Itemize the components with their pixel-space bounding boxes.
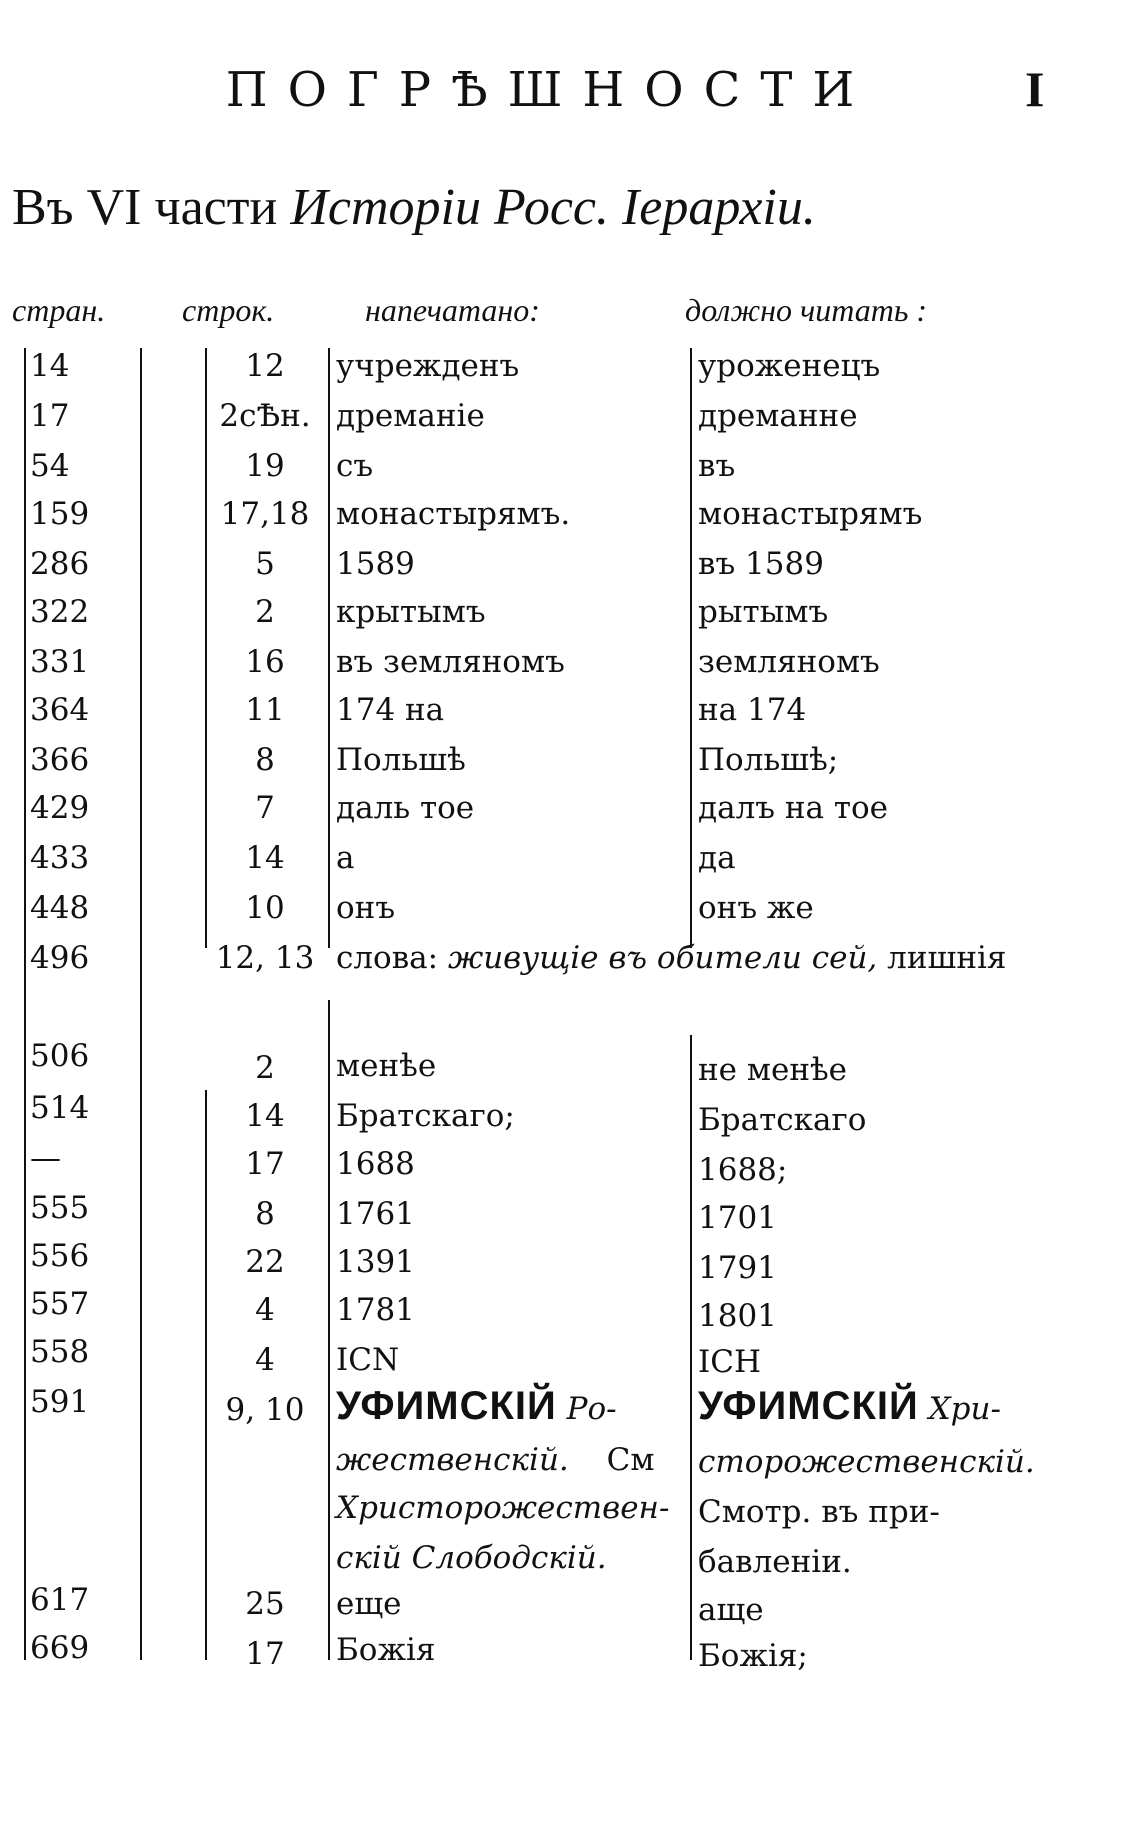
row-printed-italic: Ро- [566,1391,617,1427]
row-page: 448 [30,890,90,926]
row-read: бавленiи. [698,1544,852,1580]
col-header-page: стран. [12,292,106,328]
row-printed: еще [336,1586,402,1622]
rule-page [140,348,142,1660]
row-page: 669 [30,1630,90,1666]
row-printed-group [336,1384,617,1429]
row-read-italic: сторожественскiй. [698,1444,1035,1480]
row-read: Божiя; [698,1638,808,1674]
rule-left [24,348,26,1660]
col-header-read: должно читать : [685,292,928,328]
row-printed: ICN [336,1342,400,1378]
rule-read-b [690,1035,692,1660]
row-read: 1791 [698,1250,777,1286]
row-printed: а [336,840,355,876]
row-read: въ 1589 [698,546,824,582]
row-printed: 174 на [336,692,445,728]
row-read: лишнiя [887,940,1007,976]
row-line: 2 [255,594,275,630]
page-number: I [1025,61,1045,117]
row-printed-italic: Христорожествен- [336,1490,670,1526]
row-page: 496 [30,940,90,976]
row-line: 2 [255,1050,275,1086]
row-read-group [698,1384,1001,1429]
row-page: 366 [30,742,90,778]
subtitle-italic: Исторiи Росс. Iерархiи. [290,179,816,236]
rule-read-a [690,348,692,948]
row-line: 16 [245,644,285,680]
row-line: 17,18 [220,496,310,532]
row-line: 22 [245,1244,285,1280]
row-printed: 1781 [336,1292,415,1328]
row-page: 558 [30,1334,90,1370]
row-printed-group [336,1442,654,1478]
row-line: 4 [255,1292,275,1328]
row-line: 14 [245,840,285,876]
row-read: земляномъ [698,644,880,680]
row-read: УФИМСКIЙ [698,1384,919,1428]
row-page: 506 [30,1038,90,1074]
row-page: 557 [30,1286,90,1322]
row-printed: даль тое [336,790,475,826]
row-printed: Польшѣ [336,742,466,778]
row-read: далъ на тое [698,790,888,826]
row-page: 364 [30,692,90,728]
row-page: 17 [30,398,70,434]
row-read: Польшѣ; [698,742,839,778]
row-printed: дреманiе [336,398,485,434]
row-read: да [698,840,736,876]
row-read: на 174 [698,692,807,728]
row-line: 11 [245,692,285,728]
row-printed-italic: жественскiй. [336,1442,569,1478]
row-read: въ [698,448,736,484]
row-page: 617 [30,1582,90,1618]
row-page: 433 [30,840,90,876]
row-line: 12 [245,348,285,384]
row-printed: учрежденъ [336,348,520,384]
row-read: дреманне [698,398,858,434]
row-printed: крытымъ [336,594,486,630]
row-read: уроженецъ [698,348,881,384]
row-printed: УФИМСКIЙ [336,1384,557,1428]
row-line: 17 [245,1146,285,1182]
row-read: 1701 [698,1200,777,1236]
row-page: — [30,1140,61,1176]
subtitle-prefix: Въ VI части [12,179,291,236]
row-line: 8 [255,1196,275,1232]
row-printed: 1589 [336,546,415,582]
row-printed: См [606,1442,655,1478]
row-line: 9, 10 [225,1392,305,1428]
row-printed: Божiя [336,1632,436,1668]
row-page: 556 [30,1238,90,1274]
row-printed: 1761 [336,1196,415,1232]
row-page: 331 [30,644,90,680]
row-read: онъ же [698,890,814,926]
row-printed: въ земляномъ [336,644,565,680]
page-title: ПОГРѢШНОСТИ [225,62,875,118]
row-printed: Братскаго; [336,1098,515,1134]
row-page: 14 [30,348,70,384]
row-line: 2сѢн. [219,398,311,434]
row-page: 286 [30,546,90,582]
row-line: 14 [245,1098,285,1134]
row-line: 7 [255,790,275,826]
row-line: 12, 13 [215,940,315,976]
rule-printed-a [328,348,330,948]
row-page: 514 [30,1090,90,1126]
row-printed: 1391 [336,1244,415,1280]
row-printed-italic: скiй Слободскiй. [336,1540,607,1576]
row-read-italic: Хри- [928,1391,1001,1427]
row-line: 17 [245,1636,285,1672]
col-header-line: строк. [182,292,275,328]
row-printed: менѣе [336,1048,437,1084]
row-page: 159 [30,496,90,532]
row-line: 5 [255,546,275,582]
row-page: 54 [30,448,70,484]
row-printed: съ [336,448,374,484]
row-printed: монастырямъ. [336,496,571,532]
row-printed: онъ [336,890,396,926]
row-page: 555 [30,1190,90,1226]
row-line: 4 [255,1342,275,1378]
col-header-printed: напечатано: [365,292,540,328]
row-line: 19 [245,448,285,484]
subtitle [12,178,1112,237]
row-read: ICH [698,1344,761,1380]
row-printed: слова: [336,940,439,976]
row-read: Смотр. въ при- [698,1494,940,1530]
row-line: 10 [245,890,285,926]
row-printed-span [336,940,1006,976]
row-line: 8 [255,742,275,778]
row-read: 1688; [698,1152,788,1188]
row-read: аще [698,1592,764,1628]
row-page: 591 [30,1384,90,1420]
rule-printed-b [328,1000,330,1660]
row-page: 429 [30,790,90,826]
row-read: монастырямъ [698,496,923,532]
row-page: 322 [30,594,90,630]
row-line: 25 [245,1586,285,1622]
row-read: рытымъ [698,594,829,630]
row-read: Братскаго [698,1102,867,1138]
row-printed: 1688 [336,1146,415,1182]
row-printed-italic: живущiе въ обители сей, [447,940,878,976]
row-read: не менѣе [698,1052,848,1088]
row-read: 1801 [698,1298,777,1334]
